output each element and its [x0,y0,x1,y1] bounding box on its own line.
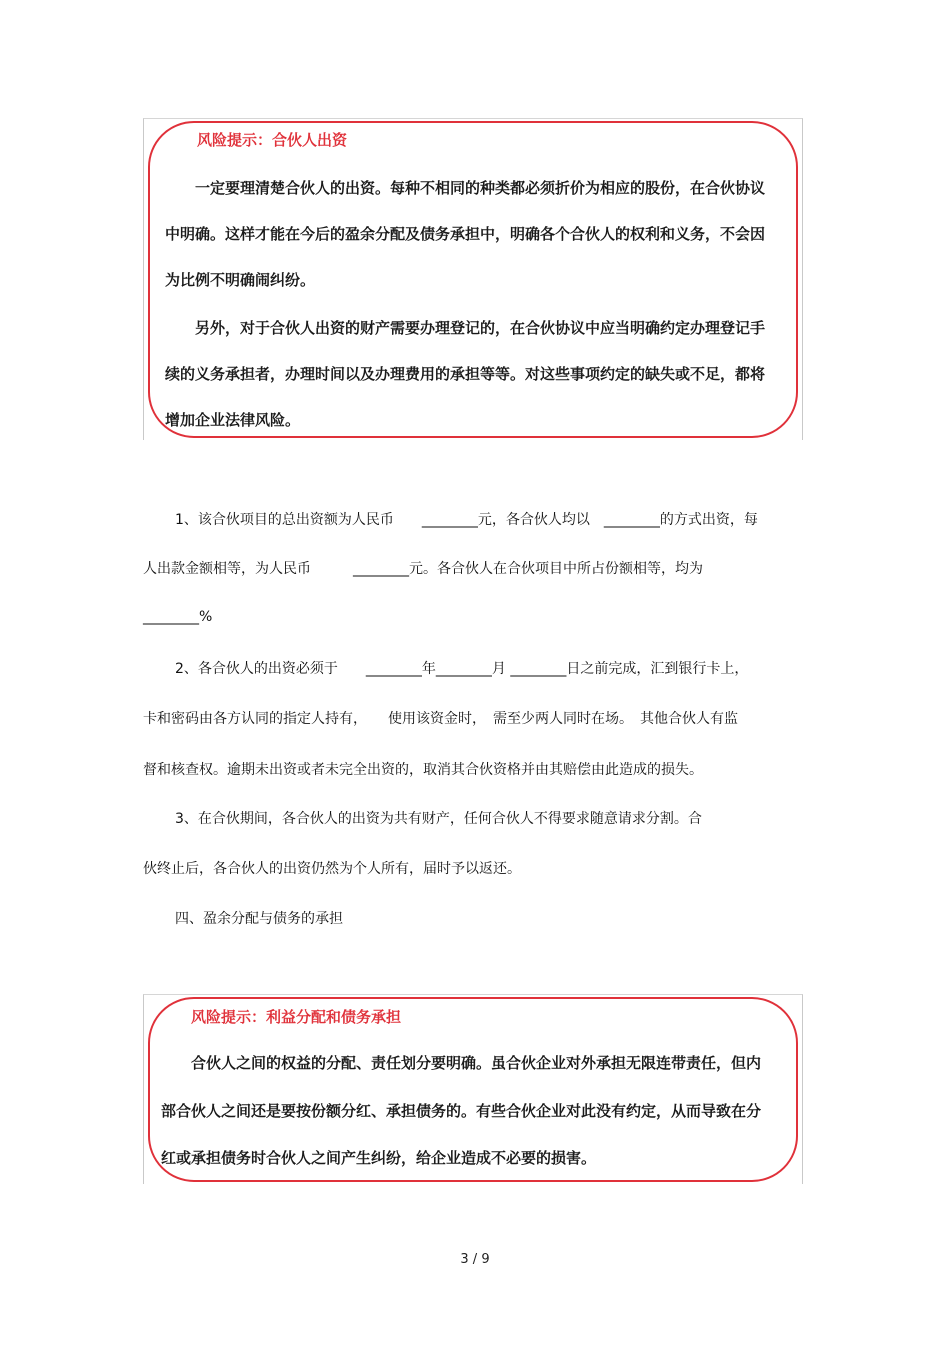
clause-line: 1、该合伙项目的总出资额为人民币 ________元，各合伙人均以 ________的方式出资，每 [175,512,758,528]
clause-line: 伙终止后，各合伙人的出资仍然为个人所有，届时予以返还。 [143,861,521,877]
risk-notice-line: 部合伙人之间还是要按份额分红、承担债务的。有些合伙企业对此没有约定，从而导致在分 [161,1102,762,1120]
risk-notice-capital [143,118,803,440]
risk-notice-line: 一定要理清楚合伙人的出资。每种不相同的种类都必须折价为相应的股份，在合伙协议 [195,179,766,197]
page-number: 3 / 9 [460,1252,490,1267]
clause-line: 督和核查权。逾期未出资或者未完全出资的，取消其合伙资格并由其赔偿由此造成的损失。 [143,762,703,778]
clause-line: 人出款金额相等，为人民币 ________元。各合伙人在合伙项目中所占份额相等，均为 [143,561,703,577]
risk-notice-line: 续的义务承担者，办理时间以及办理费用的承担等等。对这些事项约定的缺失或不足，都将 [165,365,766,383]
risk-notice-line: 中明确。这样才能在今后的盈余分配及债务承担中，明确各个合伙人的权利和义务，不会因 [165,225,766,243]
risk-notice-title: 风险提示：合伙人出资 [197,131,348,149]
risk-notice-distribution [143,994,803,1184]
risk-notice-line: 红或承担债务时合伙人之间产生纠纷，给企业造成不必要的损害。 [161,1149,597,1167]
clause-line: 3、在合伙期间，各合伙人的出资为共有财产，任何合伙人不得要求随意请求分割。合 [175,811,702,827]
risk-notice-line: 合伙人之间的权益的分配、责任划分要明确。虽合伙企业对外承担无限连带责任，但内 [191,1054,762,1072]
risk-notice-line: 增加企业法律风险。 [165,411,301,429]
risk-notice-line: 为比例不明确闹纠纷。 [165,271,316,289]
clause-line: 2、各合伙人的出资必须于 ________年________月 ________日之前完成，汇到银行卡上， [175,661,749,677]
clause-line: 卡和密码由各方认同的指定人持有， 使用该资金时， 需至少两人同时在场。 其他合伙人有监 [143,711,738,727]
section-heading: 四、盈余分配与债务的承担 [175,911,343,927]
clause-line: ________% [143,609,213,625]
risk-notice-title: 风险提示：利益分配和债务承担 [191,1008,402,1026]
risk-notice-line: 另外，对于合伙人出资的财产需要办理登记的，在合伙协议中应当明确约定办理登记手 [195,319,766,337]
